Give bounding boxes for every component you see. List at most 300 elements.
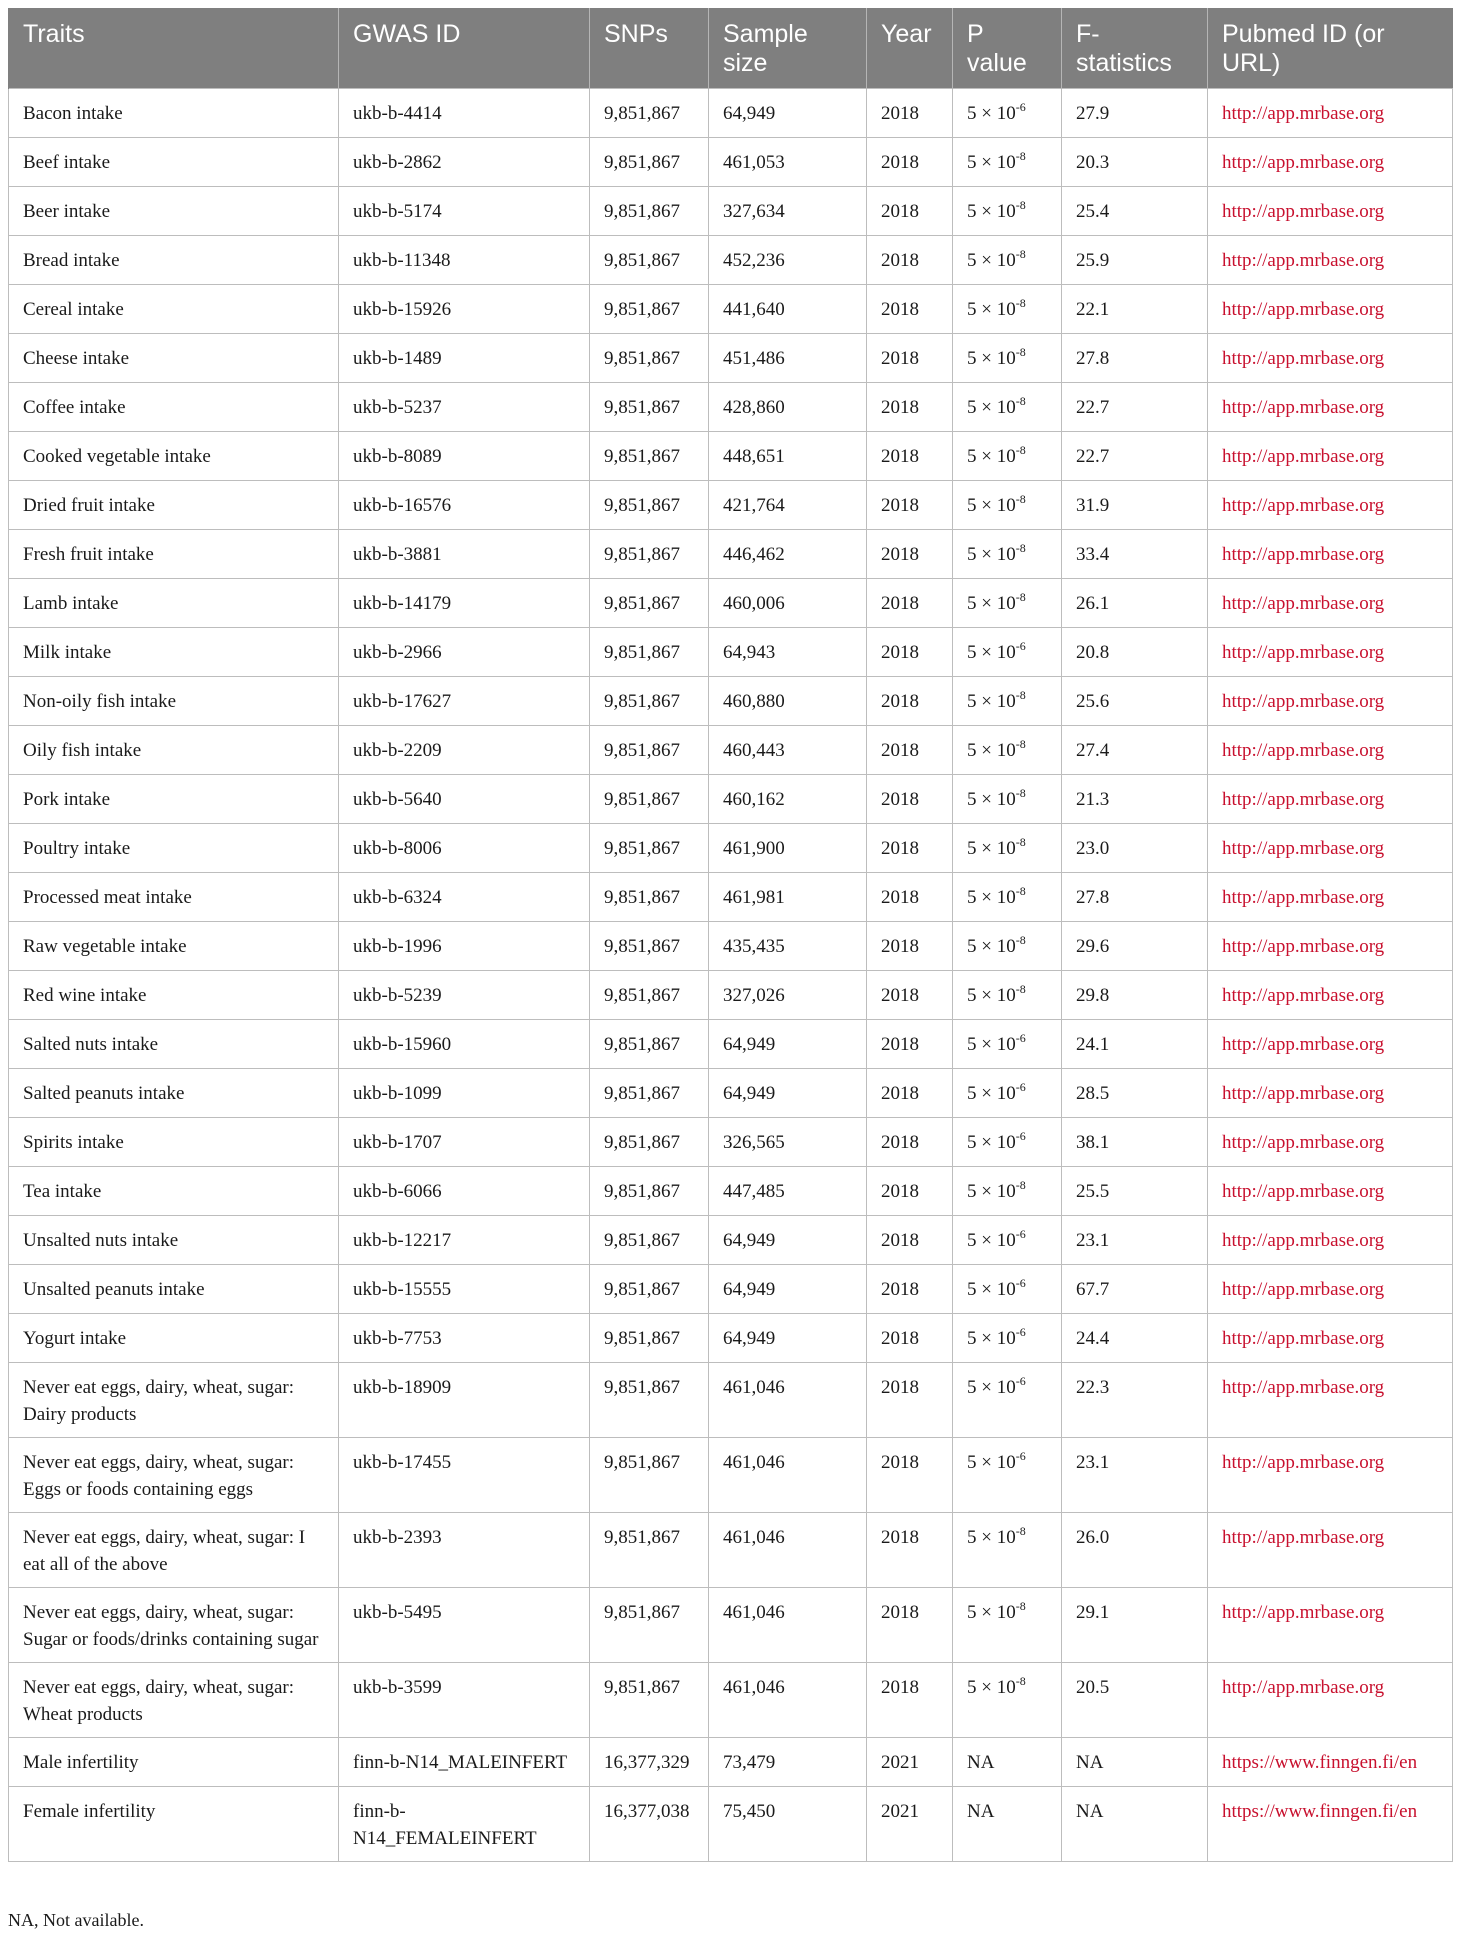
p-value-exponent: -8 [1015, 1674, 1026, 1688]
table-row [9, 628, 1453, 677]
cell-snps: 9,851,867 [590, 285, 709, 334]
cell-p-value [953, 579, 1062, 628]
cell-p-value [953, 1438, 1062, 1513]
table-row [9, 1069, 1453, 1118]
cell-p-value [953, 1167, 1062, 1216]
cell-sample-size: 73,479 [709, 1738, 867, 1787]
cell-snps: 9,851,867 [590, 1363, 709, 1438]
p-value-base: 5 × 10 [967, 152, 1016, 173]
table-row [9, 383, 1453, 432]
cell-f-statistic: 27.8 [1062, 334, 1208, 383]
cell-url[interactable]: http://app.mrbase.org [1208, 922, 1453, 971]
cell-trait: Beer intake [9, 187, 339, 236]
cell-year: 2018 [867, 285, 953, 334]
cell-year: 2018 [867, 579, 953, 628]
table-row [9, 481, 1453, 530]
table-row [9, 1020, 1453, 1069]
cell-p-value [953, 1216, 1062, 1265]
p-value-exponent: -8 [1015, 1178, 1026, 1192]
cell-url[interactable]: http://app.mrbase.org [1208, 579, 1453, 628]
cell-p-value [953, 89, 1062, 138]
cell-url[interactable]: http://app.mrbase.org [1208, 89, 1453, 138]
table-row [9, 187, 1453, 236]
cell-f-statistic: 22.1 [1062, 285, 1208, 334]
cell-snps: 9,851,867 [590, 775, 709, 824]
cell-p-value [953, 1118, 1062, 1167]
cell-year: 2018 [867, 1069, 953, 1118]
cell-gwas-id: ukb-b-15555 [339, 1265, 590, 1314]
cell-gwas-id: ukb-b-14179 [339, 579, 590, 628]
cell-sample-size: 461,981 [709, 873, 867, 922]
cell-sample-size: 461,046 [709, 1513, 867, 1588]
cell-url[interactable]: http://app.mrbase.org [1208, 1118, 1453, 1167]
cell-year: 2018 [867, 1118, 953, 1167]
p-value-exponent: -8 [1015, 492, 1026, 506]
table-footnote: NA, Not available. [8, 1910, 144, 1930]
cell-trait: Poultry intake [9, 824, 339, 873]
cell-sample-size: 64,949 [709, 1069, 867, 1118]
p-value-base: NA [967, 1801, 995, 1822]
cell-f-statistic: 25.6 [1062, 677, 1208, 726]
cell-year: 2018 [867, 1020, 953, 1069]
cell-url[interactable]: http://app.mrbase.org [1208, 1588, 1453, 1663]
cell-snps: 9,851,867 [590, 1314, 709, 1363]
p-value-exponent: -8 [1015, 443, 1026, 457]
cell-sample-size: 460,006 [709, 579, 867, 628]
table-row [9, 236, 1453, 285]
cell-sample-size: 448,651 [709, 432, 867, 481]
cell-f-statistic: 27.4 [1062, 726, 1208, 775]
cell-snps: 9,851,867 [590, 138, 709, 187]
cell-url[interactable]: http://app.mrbase.org [1208, 628, 1453, 677]
cell-url[interactable]: http://app.mrbase.org [1208, 1020, 1453, 1069]
cell-url[interactable]: http://app.mrbase.org [1208, 1363, 1453, 1438]
cell-f-statistic: 26.0 [1062, 1513, 1208, 1588]
cell-url[interactable]: http://app.mrbase.org [1208, 1314, 1453, 1363]
p-value-base: 5 × 10 [967, 691, 1016, 712]
cell-snps: 9,851,867 [590, 187, 709, 236]
cell-f-statistic: 22.7 [1062, 432, 1208, 481]
cell-url[interactable]: http://app.mrbase.org [1208, 971, 1453, 1020]
cell-sample-size: 64,949 [709, 1216, 867, 1265]
table-row [9, 775, 1453, 824]
cell-p-value [953, 971, 1062, 1020]
p-value-exponent: -8 [1015, 933, 1026, 947]
cell-snps: 9,851,867 [590, 383, 709, 432]
p-value-base: 5 × 10 [967, 1181, 1016, 1202]
cell-f-statistic: 20.5 [1062, 1663, 1208, 1738]
table-row [9, 1265, 1453, 1314]
cell-p-value [953, 1314, 1062, 1363]
cell-f-statistic: 67.7 [1062, 1265, 1208, 1314]
cell-trait: Non-oily fish intake [9, 677, 339, 726]
cell-gwas-id: ukb-b-17455 [339, 1438, 590, 1513]
cell-url[interactable]: https://www.finngen.fi/en [1208, 1738, 1453, 1787]
gwas-table [8, 8, 1453, 1862]
cell-f-statistic: 28.5 [1062, 1069, 1208, 1118]
cell-p-value [953, 1069, 1062, 1118]
cell-p-value [953, 873, 1062, 922]
cell-sample-size: 75,450 [709, 1787, 867, 1862]
p-value-base: 5 × 10 [967, 348, 1016, 369]
cell-url[interactable]: http://app.mrbase.org [1208, 236, 1453, 285]
cell-trait: Unsalted nuts intake [9, 1216, 339, 1265]
cell-year: 2018 [867, 775, 953, 824]
cell-year: 2018 [867, 187, 953, 236]
cell-f-statistic: NA [1062, 1787, 1208, 1862]
header-snps: SNPs [590, 8, 709, 89]
header-sample-size: Sample size [709, 8, 867, 89]
p-value-base: 5 × 10 [967, 250, 1016, 271]
cell-sample-size: 460,162 [709, 775, 867, 824]
cell-url[interactable]: http://app.mrbase.org [1208, 726, 1453, 775]
cell-gwas-id: ukb-b-2393 [339, 1513, 590, 1588]
cell-sample-size: 461,046 [709, 1588, 867, 1663]
table-row [9, 89, 1453, 138]
cell-trait: Milk intake [9, 628, 339, 677]
cell-gwas-id: ukb-b-15926 [339, 285, 590, 334]
p-value-exponent: -6 [1015, 1449, 1026, 1463]
p-value-base: 5 × 10 [967, 740, 1016, 761]
cell-f-statistic: 23.1 [1062, 1216, 1208, 1265]
cell-url[interactable]: http://app.mrbase.org [1208, 481, 1453, 530]
cell-gwas-id: ukb-b-5640 [339, 775, 590, 824]
cell-sample-size: 64,949 [709, 89, 867, 138]
table-row [9, 1363, 1453, 1438]
cell-url[interactable]: http://app.mrbase.org [1208, 187, 1453, 236]
cell-p-value [953, 1020, 1062, 1069]
table-row [9, 726, 1453, 775]
cell-p-value [953, 1513, 1062, 1588]
cell-url[interactable]: http://app.mrbase.org [1208, 873, 1453, 922]
cell-snps: 9,851,867 [590, 1118, 709, 1167]
p-value-exponent: -8 [1015, 296, 1026, 310]
cell-gwas-id: finn-b-N14_FEMALEINFERT [339, 1787, 590, 1862]
cell-gwas-id: ukb-b-3881 [339, 530, 590, 579]
cell-f-statistic: 22.3 [1062, 1363, 1208, 1438]
cell-year: 2018 [867, 383, 953, 432]
cell-trait: Bread intake [9, 236, 339, 285]
table-row [9, 1118, 1453, 1167]
cell-sample-size: 460,443 [709, 726, 867, 775]
cell-sample-size: 447,485 [709, 1167, 867, 1216]
p-value-base: 5 × 10 [967, 838, 1016, 859]
cell-trait: Lamb intake [9, 579, 339, 628]
table-row [9, 138, 1453, 187]
cell-trait: Coffee intake [9, 383, 339, 432]
cell-gwas-id: ukb-b-5239 [339, 971, 590, 1020]
p-value-base: 5 × 10 [967, 985, 1016, 1006]
cell-year: 2018 [867, 1314, 953, 1363]
cell-sample-size: 64,949 [709, 1314, 867, 1363]
cell-f-statistic: 31.9 [1062, 481, 1208, 530]
cell-f-statistic: 26.1 [1062, 579, 1208, 628]
p-value-exponent: -6 [1015, 639, 1026, 653]
cell-trait: Spirits intake [9, 1118, 339, 1167]
cell-p-value [953, 334, 1062, 383]
cell-trait: Cereal intake [9, 285, 339, 334]
cell-sample-size: 428,860 [709, 383, 867, 432]
cell-f-statistic: 25.4 [1062, 187, 1208, 236]
cell-url[interactable]: http://app.mrbase.org [1208, 285, 1453, 334]
cell-year: 2018 [867, 334, 953, 383]
cell-p-value [953, 824, 1062, 873]
cell-snps: 9,851,867 [590, 1216, 709, 1265]
cell-year: 2018 [867, 530, 953, 579]
p-value-exponent: -6 [1015, 1227, 1026, 1241]
p-value-base: 5 × 10 [967, 544, 1016, 565]
cell-gwas-id: ukb-b-12217 [339, 1216, 590, 1265]
cell-trait: Never eat eggs, dairy, wheat, sugar: I eat all of the above [9, 1513, 339, 1588]
cell-sample-size: 461,046 [709, 1663, 867, 1738]
cell-trait: Cooked vegetable intake [9, 432, 339, 481]
cell-sample-size: 327,634 [709, 187, 867, 236]
cell-snps: 9,851,867 [590, 481, 709, 530]
p-value-base: 5 × 10 [967, 936, 1016, 957]
cell-snps: 9,851,867 [590, 432, 709, 481]
cell-url[interactable]: http://app.mrbase.org [1208, 1265, 1453, 1314]
cell-f-statistic: 29.6 [1062, 922, 1208, 971]
p-value-exponent: -8 [1015, 247, 1026, 261]
p-value-base: 5 × 10 [967, 446, 1016, 467]
cell-trait: Bacon intake [9, 89, 339, 138]
cell-snps: 9,851,867 [590, 1265, 709, 1314]
cell-year: 2018 [867, 726, 953, 775]
cell-url[interactable]: http://app.mrbase.org [1208, 530, 1453, 579]
cell-f-statistic: 24.1 [1062, 1020, 1208, 1069]
p-value-base: 5 × 10 [967, 103, 1016, 124]
cell-year: 2018 [867, 873, 953, 922]
cell-sample-size: 441,640 [709, 285, 867, 334]
p-value-exponent: -6 [1015, 100, 1026, 114]
cell-gwas-id: ukb-b-1489 [339, 334, 590, 383]
p-value-base: 5 × 10 [967, 593, 1016, 614]
cell-trait: Male infertility [9, 1738, 339, 1787]
table-row [9, 1438, 1453, 1513]
cell-snps: 9,851,867 [590, 1438, 709, 1513]
cell-f-statistic: 23.0 [1062, 824, 1208, 873]
cell-year: 2018 [867, 89, 953, 138]
header-traits: Traits [9, 8, 339, 89]
cell-gwas-id: ukb-b-1996 [339, 922, 590, 971]
p-value-exponent: -6 [1015, 1129, 1026, 1143]
cell-trait: Beef intake [9, 138, 339, 187]
cell-year: 2018 [867, 1167, 953, 1216]
cell-gwas-id: ukb-b-3599 [339, 1663, 590, 1738]
cell-gwas-id: ukb-b-2209 [339, 726, 590, 775]
cell-p-value [953, 1588, 1062, 1663]
cell-gwas-id: finn-b-N14_MALEINFERT [339, 1738, 590, 1787]
cell-url[interactable]: http://app.mrbase.org [1208, 1513, 1453, 1588]
cell-snps: 9,851,867 [590, 922, 709, 971]
cell-url[interactable]: http://app.mrbase.org [1208, 1438, 1453, 1513]
table-row [9, 1663, 1453, 1738]
p-value-base: 5 × 10 [967, 642, 1016, 663]
cell-p-value [953, 677, 1062, 726]
cell-year: 2018 [867, 1363, 953, 1438]
cell-p-value [953, 1265, 1062, 1314]
table-row [9, 1787, 1453, 1862]
cell-snps: 9,851,867 [590, 1020, 709, 1069]
cell-p-value [953, 1738, 1062, 1787]
cell-p-value [953, 1363, 1062, 1438]
cell-trait: Yogurt intake [9, 1314, 339, 1363]
cell-f-statistic: NA [1062, 1738, 1208, 1787]
p-value-exponent: -8 [1015, 786, 1026, 800]
cell-url[interactable]: http://app.mrbase.org [1208, 1167, 1453, 1216]
cell-url[interactable]: http://app.mrbase.org [1208, 383, 1453, 432]
p-value-exponent: -6 [1015, 1031, 1026, 1045]
p-value-base: 5 × 10 [967, 1328, 1016, 1349]
cell-p-value [953, 236, 1062, 285]
cell-p-value [953, 530, 1062, 579]
cell-trait: Raw vegetable intake [9, 922, 339, 971]
cell-sample-size: 460,880 [709, 677, 867, 726]
table-body [9, 89, 1453, 1862]
cell-snps: 9,851,867 [590, 1588, 709, 1663]
cell-f-statistic: 29.1 [1062, 1588, 1208, 1663]
cell-url[interactable]: http://app.mrbase.org [1208, 432, 1453, 481]
cell-p-value [953, 775, 1062, 824]
cell-snps: 9,851,867 [590, 236, 709, 285]
p-value-base: 5 × 10 [967, 1083, 1016, 1104]
p-value-exponent: -8 [1015, 835, 1026, 849]
cell-gwas-id: ukb-b-7753 [339, 1314, 590, 1363]
p-value-exponent: -8 [1015, 394, 1026, 408]
p-value-exponent: -6 [1015, 1080, 1026, 1094]
cell-url[interactable]: https://www.finngen.fi/en [1208, 1787, 1453, 1862]
p-value-base: 5 × 10 [967, 1527, 1016, 1548]
cell-snps: 9,851,867 [590, 971, 709, 1020]
p-value-base: 5 × 10 [967, 201, 1016, 222]
cell-snps: 9,851,867 [590, 1663, 709, 1738]
table-header [9, 8, 1453, 89]
p-value-exponent: -8 [1015, 198, 1026, 212]
p-value-exponent: -8 [1015, 345, 1026, 359]
cell-url[interactable]: http://app.mrbase.org [1208, 1069, 1453, 1118]
cell-year: 2018 [867, 1216, 953, 1265]
table-row [9, 1314, 1453, 1363]
p-value-exponent: -6 [1015, 1374, 1026, 1388]
cell-p-value [953, 187, 1062, 236]
p-value-base: 5 × 10 [967, 1677, 1016, 1698]
cell-snps: 9,851,867 [590, 530, 709, 579]
header-p-value: P value [953, 8, 1062, 89]
cell-url[interactable]: http://app.mrbase.org [1208, 138, 1453, 187]
cell-sample-size: 421,764 [709, 481, 867, 530]
cell-sample-size: 461,900 [709, 824, 867, 873]
cell-url[interactable]: http://app.mrbase.org [1208, 334, 1453, 383]
p-value-base: 5 × 10 [967, 299, 1016, 320]
cell-gwas-id: ukb-b-15960 [339, 1020, 590, 1069]
cell-snps: 9,851,867 [590, 89, 709, 138]
cell-trait: Salted nuts intake [9, 1020, 339, 1069]
p-value-base: 5 × 10 [967, 1377, 1016, 1398]
cell-year: 2018 [867, 481, 953, 530]
cell-gwas-id: ukb-b-1099 [339, 1069, 590, 1118]
cell-p-value [953, 1663, 1062, 1738]
cell-gwas-id: ukb-b-6066 [339, 1167, 590, 1216]
cell-sample-size: 451,486 [709, 334, 867, 383]
cell-trait: Never eat eggs, dairy, wheat, sugar: Wheat products [9, 1663, 339, 1738]
cell-snps: 16,377,038 [590, 1787, 709, 1862]
p-value-exponent: -8 [1015, 688, 1026, 702]
cell-year: 2018 [867, 922, 953, 971]
cell-year: 2018 [867, 971, 953, 1020]
table-row [9, 824, 1453, 873]
cell-f-statistic: 22.7 [1062, 383, 1208, 432]
p-value-base: 5 × 10 [967, 1602, 1016, 1623]
cell-snps: 9,851,867 [590, 873, 709, 922]
cell-trait: Never eat eggs, dairy, wheat, sugar: Eggs or foods containing eggs [9, 1438, 339, 1513]
cell-sample-size: 446,462 [709, 530, 867, 579]
cell-url[interactable]: http://app.mrbase.org [1208, 824, 1453, 873]
table-row [9, 530, 1453, 579]
cell-f-statistic: 24.4 [1062, 1314, 1208, 1363]
cell-gwas-id: ukb-b-18909 [339, 1363, 590, 1438]
cell-url[interactable]: http://app.mrbase.org [1208, 1216, 1453, 1265]
cell-p-value [953, 726, 1062, 775]
table-row [9, 1588, 1453, 1663]
cell-url[interactable]: http://app.mrbase.org [1208, 1663, 1453, 1738]
cell-year: 2021 [867, 1787, 953, 1862]
table-row [9, 922, 1453, 971]
cell-year: 2018 [867, 1265, 953, 1314]
cell-gwas-id: ukb-b-2966 [339, 628, 590, 677]
cell-snps: 9,851,867 [590, 824, 709, 873]
cell-gwas-id: ukb-b-11348 [339, 236, 590, 285]
cell-snps: 16,377,329 [590, 1738, 709, 1787]
cell-p-value [953, 432, 1062, 481]
p-value-exponent: -8 [1015, 149, 1026, 163]
cell-gwas-id: ukb-b-5174 [339, 187, 590, 236]
cell-f-statistic: 25.9 [1062, 236, 1208, 285]
cell-year: 2018 [867, 1513, 953, 1588]
p-value-base: 5 × 10 [967, 789, 1016, 810]
cell-gwas-id: ukb-b-5237 [339, 383, 590, 432]
cell-p-value [953, 628, 1062, 677]
cell-f-statistic: 21.3 [1062, 775, 1208, 824]
cell-snps: 9,851,867 [590, 1069, 709, 1118]
cell-sample-size: 327,026 [709, 971, 867, 1020]
cell-f-statistic: 25.5 [1062, 1167, 1208, 1216]
p-value-base: 5 × 10 [967, 495, 1016, 516]
cell-p-value [953, 1787, 1062, 1862]
cell-url[interactable]: http://app.mrbase.org [1208, 677, 1453, 726]
cell-p-value [953, 383, 1062, 432]
p-value-exponent: -8 [1015, 590, 1026, 604]
cell-sample-size: 435,435 [709, 922, 867, 971]
cell-sample-size: 64,949 [709, 1020, 867, 1069]
cell-gwas-id: ukb-b-6324 [339, 873, 590, 922]
table-row [9, 334, 1453, 383]
cell-gwas-id: ukb-b-16576 [339, 481, 590, 530]
cell-gwas-id: ukb-b-8006 [339, 824, 590, 873]
p-value-exponent: -8 [1015, 541, 1026, 555]
cell-url[interactable]: http://app.mrbase.org [1208, 775, 1453, 824]
cell-trait: Fresh fruit intake [9, 530, 339, 579]
table-row [9, 1167, 1453, 1216]
cell-trait: Never eat eggs, dairy, wheat, sugar: Sugar or foods/drinks containing sugar [9, 1588, 339, 1663]
cell-year: 2018 [867, 138, 953, 187]
cell-f-statistic: 23.1 [1062, 1438, 1208, 1513]
p-value-base: 5 × 10 [967, 1230, 1016, 1251]
cell-sample-size: 326,565 [709, 1118, 867, 1167]
p-value-exponent: -8 [1015, 884, 1026, 898]
table-row [9, 873, 1453, 922]
cell-p-value [953, 285, 1062, 334]
p-value-exponent: -6 [1015, 1276, 1026, 1290]
